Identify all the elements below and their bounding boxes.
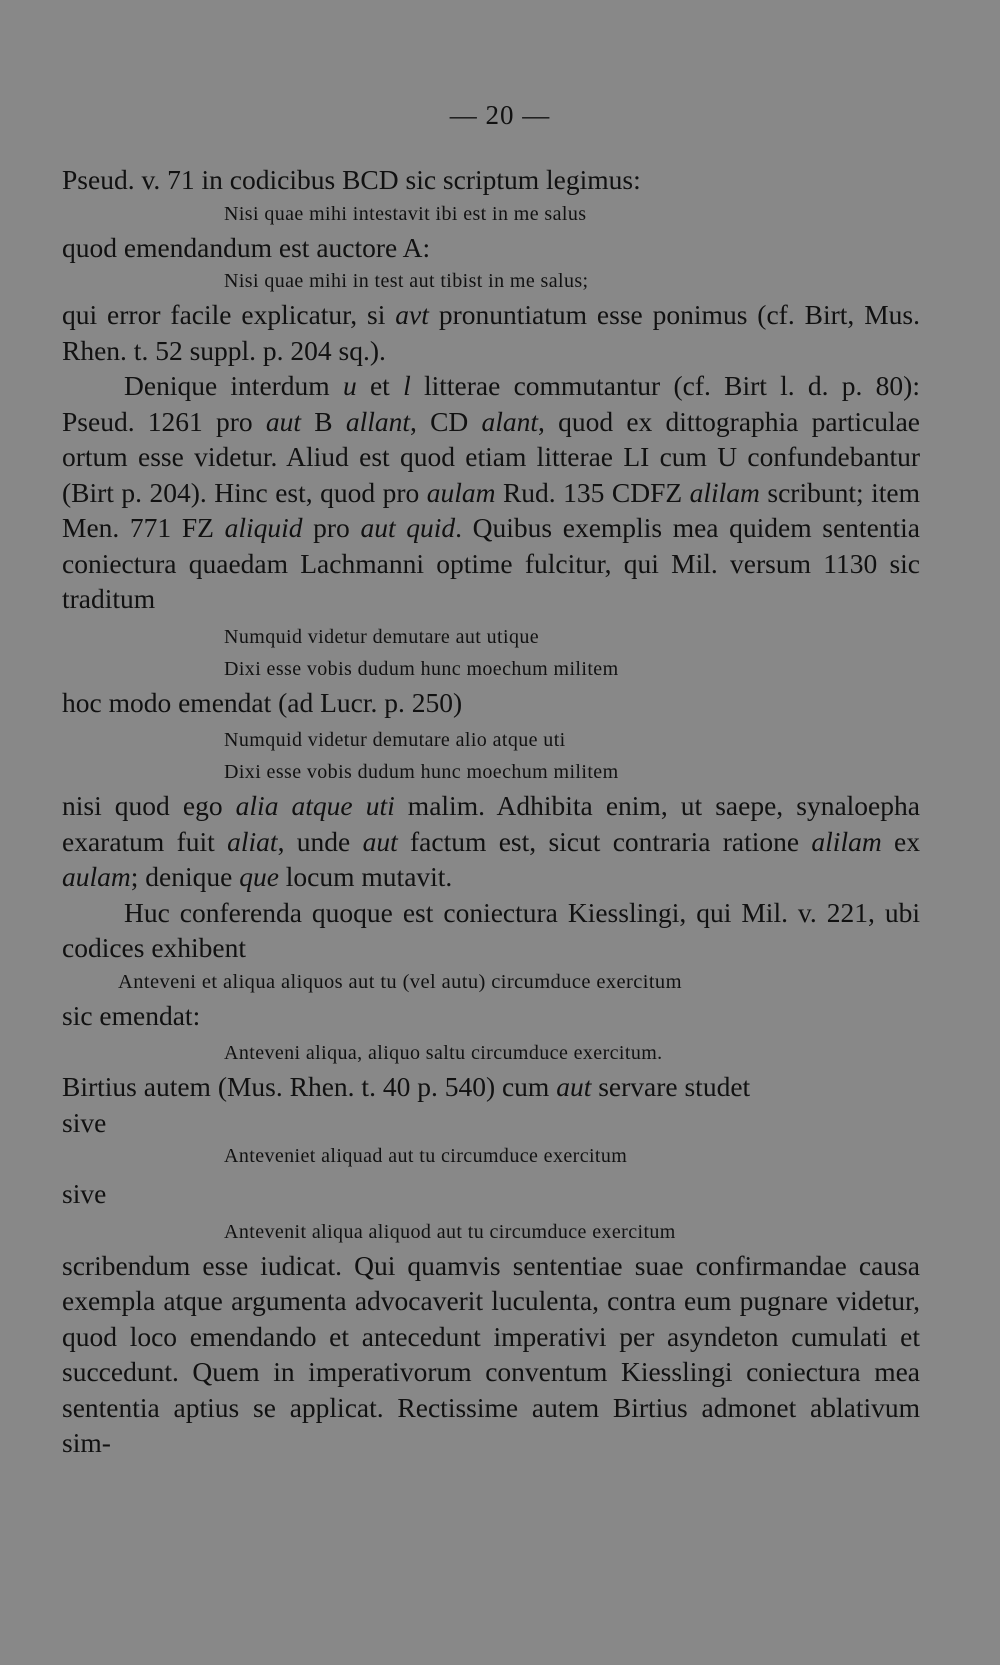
text-run: servare studet bbox=[591, 1071, 751, 1102]
text-run: pronuntiatum esse ponimus (cf. Birt, Mus. Rhen. t. 52 suppl. p. 204 sq.). bbox=[62, 299, 920, 366]
text-run: , unde bbox=[277, 825, 363, 857]
italic-word: que bbox=[239, 861, 279, 892]
paragraph-9 bbox=[62, 1069, 920, 1105]
italic-word: allant bbox=[345, 405, 410, 437]
verse-quote-9: Anteveniet aliquad aut tu circumduce exercitum bbox=[224, 1145, 628, 1167]
text-run: Rud. 135 CDFZ bbox=[495, 476, 690, 508]
paragraph-9-sive: sive bbox=[62, 1106, 107, 1138]
verse-quote-6: Dixi esse vobis dudum hunc moechum militem bbox=[224, 761, 619, 783]
text-run: qui error facile explicatur, si bbox=[62, 299, 396, 330]
text-run: pro bbox=[302, 512, 361, 543]
verse-quote-2: Nisi quae mihi in test aut tibist in me salus; bbox=[224, 270, 589, 292]
text-run: et bbox=[356, 370, 404, 401]
italic-word: aut bbox=[265, 405, 302, 437]
italic-word: l bbox=[403, 370, 411, 401]
paragraph-3 bbox=[62, 297, 920, 368]
text-run: factum est, sicut contraria ratione bbox=[397, 825, 812, 857]
italic-word: aut bbox=[362, 825, 398, 857]
paragraph-1: Pseud. v. 71 in codicibus BCD sic scriptum legimus: bbox=[62, 164, 641, 195]
text-run: . Quibus exemplis mea quidem sententia coniectura quaedam Lachmanni optime fulcitur, qui Mil. versum 1130 sic traditum bbox=[62, 512, 921, 614]
text-run: ; denique bbox=[130, 861, 240, 892]
italic-word: alilam bbox=[689, 476, 760, 508]
text-run: , quod ex dittographia particulae ortum esse videtur. Aliud est quod etiam litterae LI cum U confundebantur (Birt p. 204). Hinc est, quod pro bbox=[62, 405, 921, 508]
italic-word: aliquid bbox=[224, 512, 303, 543]
verse-quote-4: Dixi esse vobis dudum hunc moechum militem bbox=[224, 657, 619, 680]
text-run: malim. Adhibita enim, ut saepe, synaloepha exaratum fuit bbox=[62, 790, 920, 857]
italic-word: alant bbox=[481, 405, 539, 437]
italic-word: u bbox=[342, 370, 357, 401]
verse-quote-3: Numquid videtur demutare aut utique bbox=[224, 625, 540, 648]
italic-word: aulam bbox=[62, 861, 131, 892]
paragraph-5: hoc modo emendat (ad Lucr. p. 250) bbox=[62, 686, 463, 718]
italic-word: aut bbox=[556, 1071, 592, 1102]
italic-word: alilam bbox=[811, 825, 882, 857]
verse-quote-5: Numquid videtur demutare alio atque uti bbox=[224, 729, 566, 751]
paragraph-10: sive bbox=[62, 1178, 107, 1209]
paragraph-7: Huc conferenda quoque est coniectura Kiesslingi, qui Mil. v. 221, ubi codices exhibent bbox=[62, 896, 920, 963]
text-run: nisi quod ego bbox=[62, 790, 236, 821]
paragraph-8: sic emendat: bbox=[62, 999, 201, 1031]
verse-quote-8: Anteveni aliqua, aliquo saltu circumduce exercitum. bbox=[224, 1042, 663, 1064]
text-run: Denique interdum bbox=[124, 370, 343, 401]
paragraph-2: quod emendandum est auctore A: bbox=[62, 231, 431, 263]
text-run: scribunt; item Men. 771 FZ bbox=[62, 476, 920, 543]
verse-quote-7: Anteveni et aliqua aliquos aut tu (vel autu) circumduce exercitum bbox=[118, 970, 682, 993]
page-text bbox=[62, 162, 920, 1461]
verse-quote-1: Nisi quae mihi intestavit ibi est in me salus bbox=[224, 202, 587, 225]
text-run: litterae commutantur (cf. Birt l. d. p. 80): Pseud. 1261 pro bbox=[62, 370, 920, 437]
text-run: , CD bbox=[409, 405, 482, 437]
italic-word: avt bbox=[395, 299, 429, 330]
text-run: Birtius autem (Mus. Rhen. t. 40 p. 540) cum bbox=[62, 1071, 557, 1102]
verse-quote-10: Antevenit aliqua aliquod aut tu circumduce exercitum bbox=[224, 1220, 676, 1243]
italic-word: aulam bbox=[426, 476, 496, 508]
page-number: — 20 — bbox=[449, 100, 551, 130]
paragraph-11: scribendum esse iudicat. Qui quamvis sententiae suae confirmandae causa exempla atque argumenta advocaverit luculenta, contra eum pugnare videtur, quod loco emendando et antecedunt imperativi per asyndeton cumulati et succedunt. Quem in imperativorum conventum Kiesslingi coniectura mea sententia aptius se applicat. Rectissime autem Birtius admonet ablativum sim- bbox=[62, 1249, 920, 1458]
italic-word: aliat bbox=[227, 825, 278, 857]
italic-word: alia atque uti bbox=[235, 790, 395, 821]
text-run: B bbox=[301, 405, 346, 437]
paragraph-6 bbox=[62, 788, 920, 895]
paragraph-4 bbox=[62, 368, 920, 617]
text-run: ex bbox=[881, 825, 920, 857]
text-run: locum mutavit. bbox=[278, 861, 453, 892]
italic-word: aut quid bbox=[360, 512, 456, 543]
